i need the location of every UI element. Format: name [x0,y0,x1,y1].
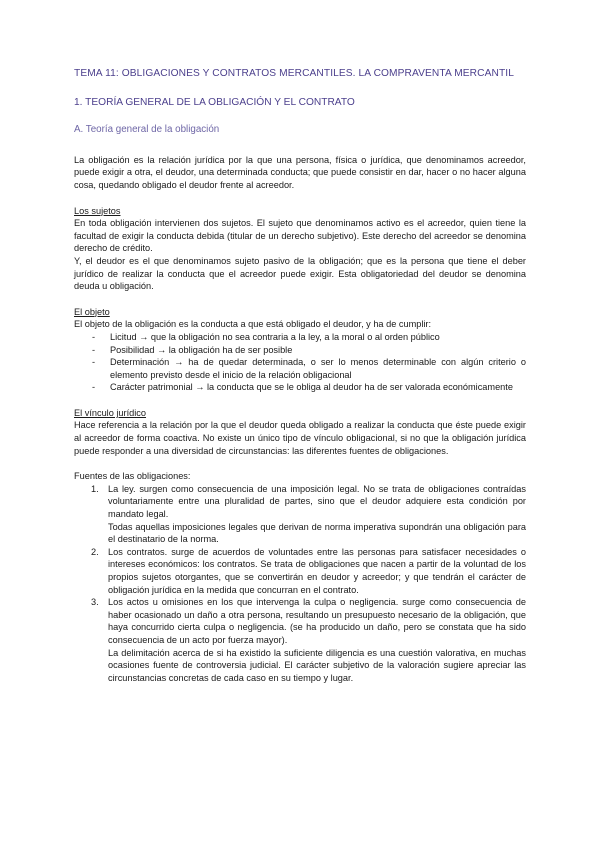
document-title: TEMA 11: OBLIGACIONES Y CONTRATOS MERCANTILES. LA COMPRAVENTA MERCANTIL [74,68,514,79]
objeto-list [74,331,526,394]
list-item-extra: La delimitación acerca de si ha existido la suficiente diligencia es una cuestión valorativa, en muchas ocasiones fuente de controversia judicial. El carácter subjetivo de la valoración sugiere apreciar las circunstancias concretas de cada caso en su tiempo y lugar. [108,647,526,683]
list-item-text: Los contratos. surge de acuerdos de voluntades entre las personas para satisfacer necesidades o intereses económicos: los contratos. Se trata de obligaciones que nacen a partir de la voluntad de los propios sujetos otorgantes, que se convertirán en deudor y acreedor; y que tendrán el carácter de obligación jurídica en la medida que concurran en el contrato. [108,546,526,595]
sujetos-heading: Los sujetos [74,205,121,216]
list-number: 1. [91,483,99,494]
vinculo-heading: El vínculo jurídico [74,407,147,418]
list-item: - Carácter patrimonial → la conducta que se le obliga al deudor ha de ser valorada económicamente [92,381,526,394]
sujetos-block [74,205,526,293]
list-number: 3. [91,597,99,608]
list-item: - Licitud → que la obligación no sea contraria a la ley, a la moral o al orden público [92,331,526,344]
intro-block [74,154,526,192]
list-item [91,483,526,546]
document-subtitle: 1. TEORÍA GENERAL DE LA OBLIGACIÓN Y EL CONTRATO [74,96,355,108]
list-item-extra: Todas aquellas imposiciones legales que derivan de norma imperativa supondrán una obligación para el destinatario de la norma. [108,521,526,545]
list-item [91,596,526,684]
sujetos-paragraph-1: En toda obligación intervienen dos sujetos. El sujeto que denominamos activo es el acreedor, quien tiene la facultad de exigir la conducta debida (titular de un derecho subjetivo). Este derecho del acreedor se denomina derecho de crédito. [74,218,526,254]
vinculo-paragraph: Hace referencia a la relación por la que el deudor queda obligado a realizar la conducta que éste puede exigir al acreedor de forma coactiva. No existe un único tipo de vínculo obligacional, si no que la obligación jurídica puede responder a una diversidad de circunstancias: las diferentes fuentes de obligaciones. [74,420,526,456]
fuentes-list [74,483,526,685]
list-item: - Determinación → ha de quedar determinada, o ser lo menos determinable con algún criterio o elemento previsto desde el inicio de la relación obligacional [92,356,526,381]
list-item: - Posibilidad → la obligación ha de ser posible [92,344,526,357]
list-number: 2. [91,546,99,557]
list-item-text: La ley. surgen como consecuencia de una imposición legal. No se trata de obligaciones contraídas voluntariamente entre una pluralidad de partes, sino que el deudor adquiere esta condición por mandato legal. [108,483,526,520]
fuentes-block [74,470,526,684]
intro-paragraph: La obligación es la relación jurídica por la que una persona, física o jurídica, que denominamos acreedor, puede exigir a otra, el deudor, una determinada conducta; que puede consistir en dar, hacer o no hacer alguna cosa, quedando obligado el deudor frente al acreedor. [74,154,526,190]
sujetos-paragraph-2: Y, el deudor es el que denominamos sujeto pasivo de la obligación; que es la persona que tiene el deber jurídico de realizar la conducta que el acreedor puede exigir. Esta obligatoriedad del deudor se denomina deuda u obligación. [74,255,526,292]
fuentes-heading: Fuentes de las obligaciones: [74,471,191,482]
objeto-block [74,306,526,394]
list-item [91,546,526,596]
section-heading: A. Teoría general de la obligación [74,124,220,136]
vinculo-block [74,407,526,457]
objeto-heading: El objeto [74,306,110,317]
list-item-text: Los actos u omisiones en los que intervenga la culpa o negligencia. surge como consecuencia de haber ocasionado un daño a otra persona, resultando un presupuesto necesario de la obligación, que haya concurrido cierta culpa o negligencia. (se ha producido un daño, pero se constata que ha sido consecuencia de un acto por fuerza mayor). [108,597,526,645]
objeto-paragraph: El objeto de la obligación es la conducta a que está obligado el deudor, y ha de cumplir: [74,319,432,330]
